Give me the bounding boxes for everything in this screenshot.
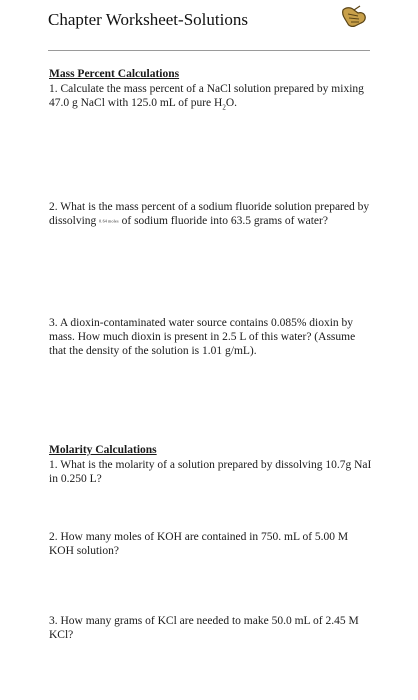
mass-percent-heading: Mass Percent Calculations <box>49 68 180 80</box>
mass-percent-question-1 <box>49 82 374 114</box>
mass-percent-question-2 <box>49 200 374 228</box>
molarity-question-3: 3. How many grams of KCl are needed to make 50.0 mL of 2.45 M KCl? <box>49 615 359 641</box>
question-text: of sodium fluoride into 63.5 grams of water? <box>118 215 328 227</box>
question-text: O. <box>225 97 238 109</box>
hand-pointing-icon <box>340 4 368 30</box>
subscript: 2 <box>222 103 226 112</box>
title-divider <box>48 50 370 51</box>
molarity-question-1: 1. What is the molarity of a solution prepared by dissolving 10.7g NaI in 0.250 L? <box>49 459 372 485</box>
page-title: Chapter Worksheet-Solutions <box>48 10 248 29</box>
molarity-heading: Molarity Calculations <box>49 444 157 456</box>
small-inline-text: 0.64 moles <box>99 218 119 224</box>
molarity-question-2: 2. How many moles of KOH are contained in 750. mL of 5.00 M KOH solution? <box>49 531 349 557</box>
mass-percent-question-3: 3. A dioxin-contaminated water source contains 0.085% dioxin by mass. How much dioxin is present in 2.5 L of this water? (Assume that the density of the solution is 1.01 g/mL). <box>49 317 356 357</box>
question-text: 1. Calculate the mass percent of a NaCl solution prepared by mixing 47.0 g NaCl with 125.0 mL of pure H <box>49 83 364 109</box>
question-text: 2. What is the mass percent of a sodium fluoride solution prepared by dissolving <box>49 201 370 227</box>
